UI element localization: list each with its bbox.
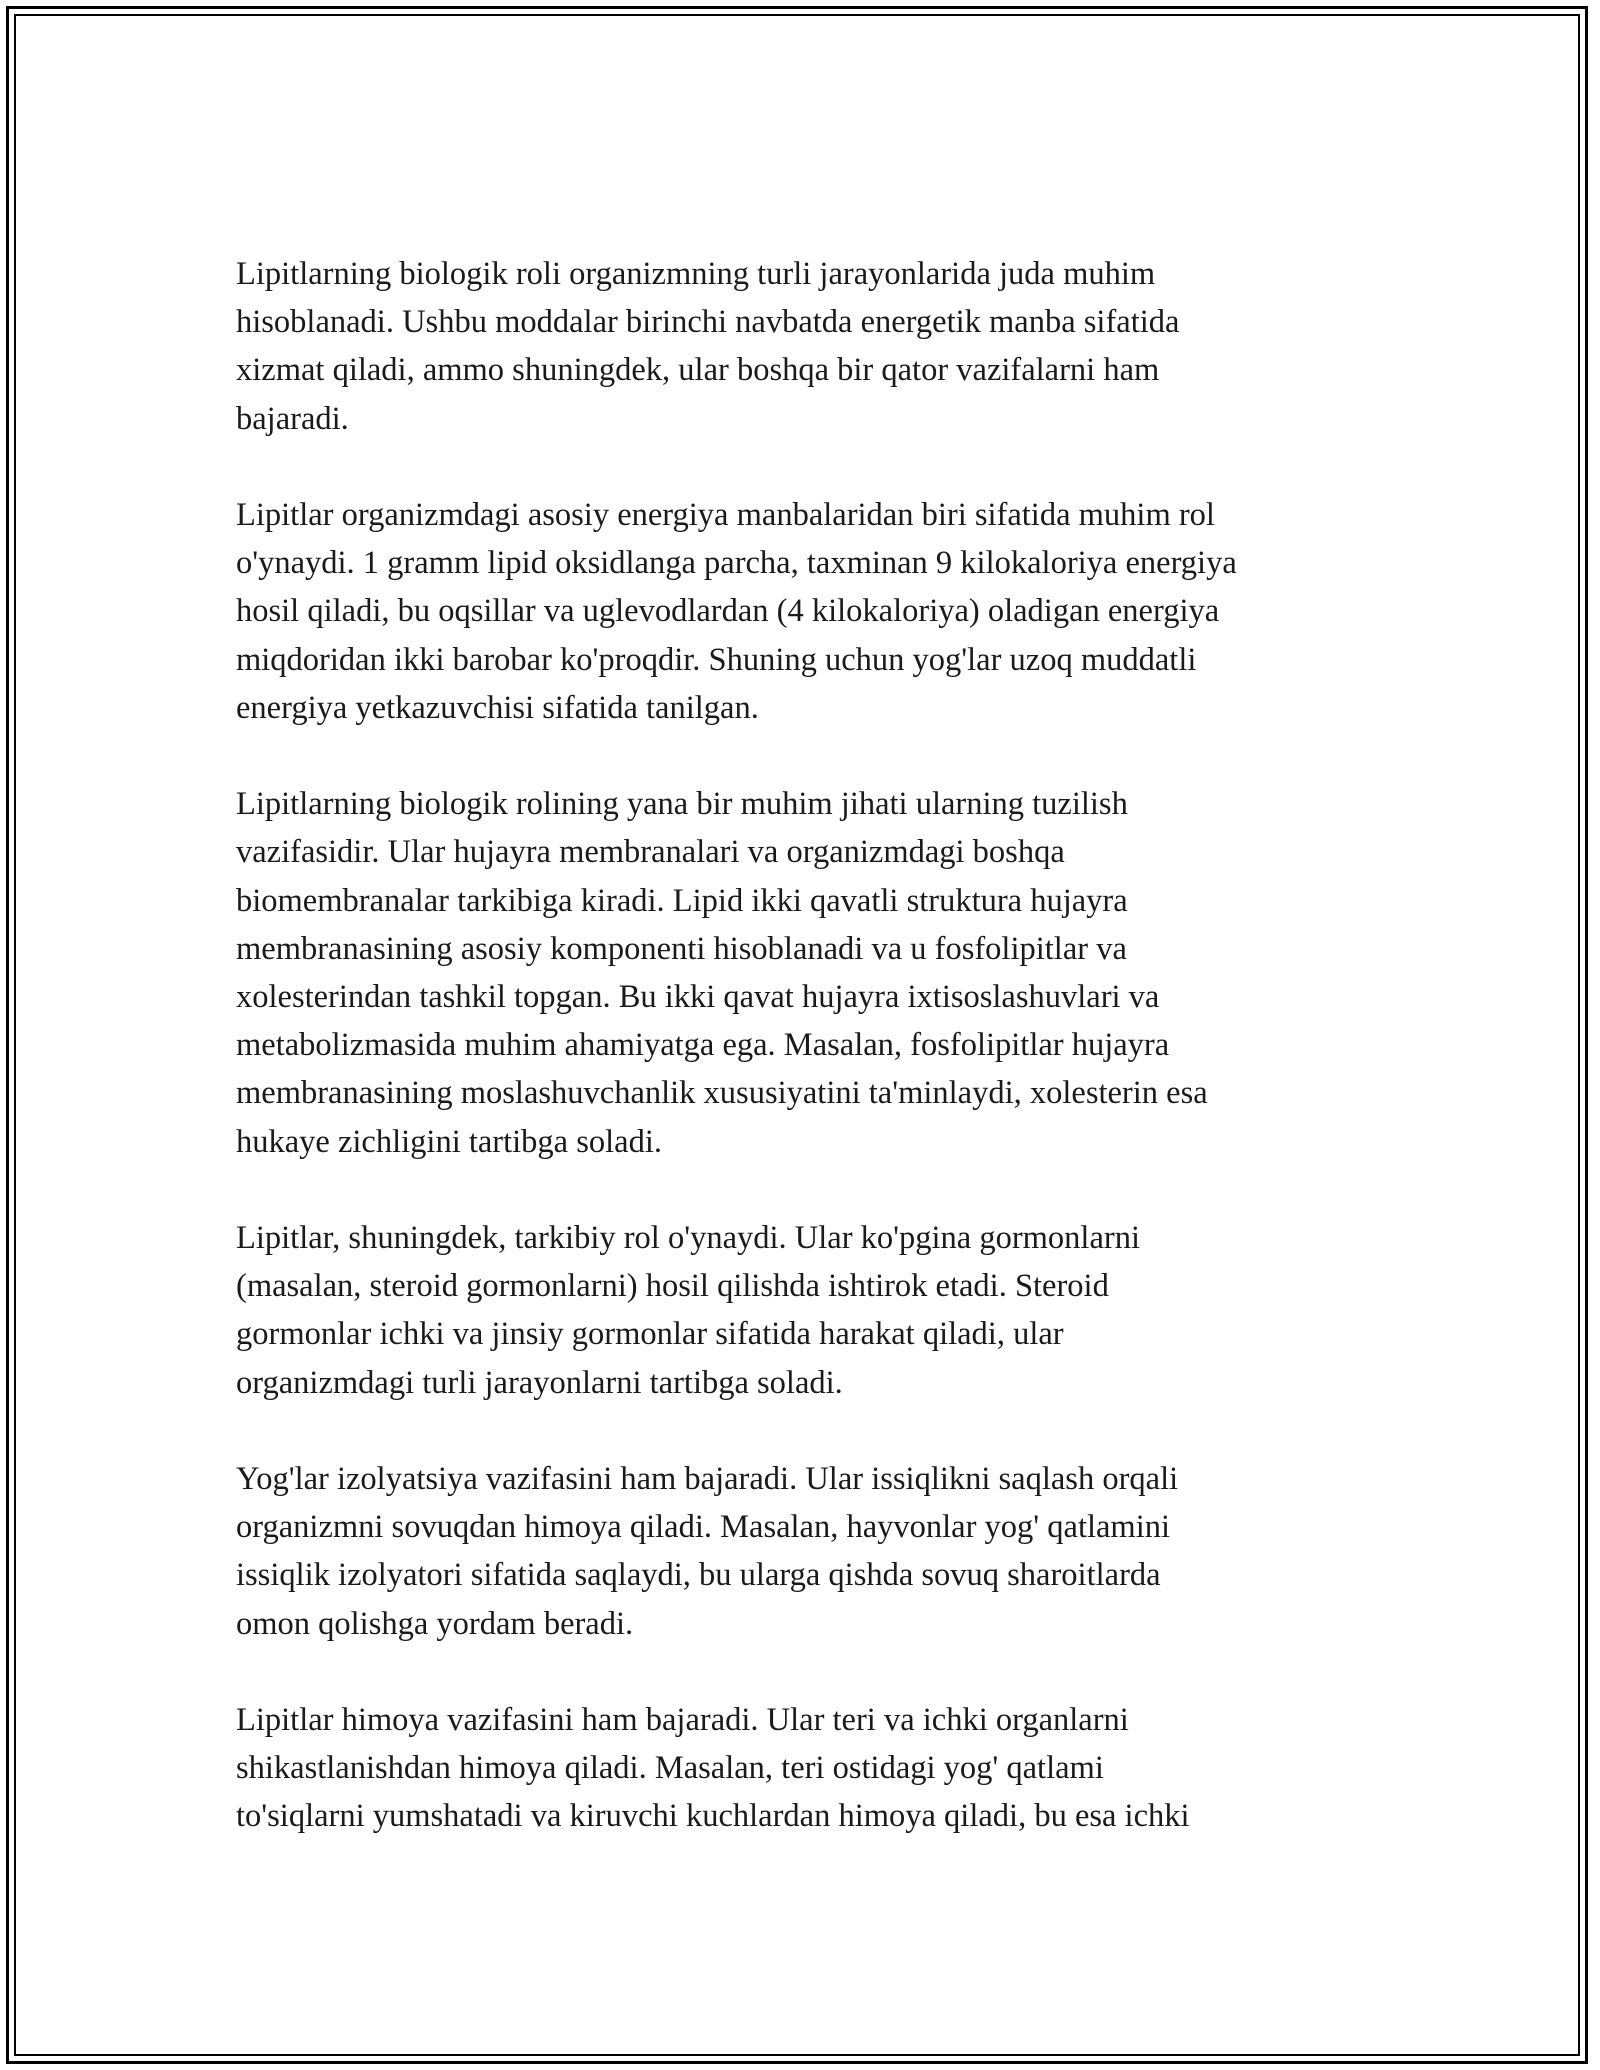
text-line: Lipitlar himoya vazifasini ham bajaradi. Ular teri va ichki organlarni [236,1702,1129,1739]
text-line: to'siqlarni yumshatadi va kiruvchi kuchlardan himoya qiladi, bu esa ichki [236,1798,1190,1835]
text-line: membranasining moslashuvchanlik xususiyatini ta'minlaydi, xolesterin esa [236,1075,1208,1112]
text-line: Yog'lar izolyatsiya vazifasini ham bajaradi. Ular issiqlikni saqlash orqali [236,1461,1179,1498]
text-line: vazifasidir. Ular hujayra membranalari va organizmdagi boshqa [236,834,1065,871]
text-line: xizmat qiladi, ammo shuningdek, ular boshqa bir qator vazifalarni ham [236,352,1160,389]
text-line: biomembranalar tarkibiga kiradi. Lipid ikki qavatli struktura hujayra [236,882,1128,919]
text-line: Lipitlarning biologik rolining yana bir muhim jihati ularning tuzilish [236,786,1128,823]
text-line: omon qolishga yordam beradi. [236,1605,634,1642]
paragraph-4 [236,1214,1386,1407]
text-line: bajaradi. [236,400,349,437]
paragraph-1 [236,250,1386,443]
text-line: metabolizmasida muhim ahamiyatga ega. Masalan, fosfolipitlar hujayra [236,1027,1170,1064]
document-body [236,250,1386,1889]
text-line: (masalan, steroid gormonlarni) hosil qilishda ishtirok etadi. Steroid [236,1268,1109,1305]
text-line: hukaye zichligini tartibga soladi. [236,1123,662,1160]
paragraph-2 [236,491,1386,732]
text-line: hisoblanadi. Ushbu moddalar birinchi navbatda energetik manba sifatida [236,304,1180,341]
text-line: issiqlik izolyatori sifatida saqlaydi, bu ularga qishda sovuq sharoitlarda [236,1557,1161,1594]
text-line: organizmdagi turli jarayonlarni tartibga soladi. [236,1364,843,1401]
text-line: o'ynaydi. 1 gramm lipid oksidlanga parcha, taxminan 9 kilokaloriya energiya [236,545,1237,582]
text-line: membranasining asosiy komponenti hisoblanadi va u fosfolipitlar va [236,930,1127,967]
paragraph-3 [236,780,1386,1166]
text-line: Lipitlar, shuningdek, tarkibiy rol o'ynaydi. Ular ko'pgina gormonlarni [236,1220,1140,1257]
text-line: hosil qiladi, bu oqsillar va uglevodlardan (4 kilokaloriya) oladigan energiya [236,593,1220,630]
text-line: Lipitlarning biologik roli organizmning turli jarayonlarida juda muhim [236,256,1156,292]
paragraph-6 [236,1696,1386,1841]
text-line: organizmni sovuqdan himoya qiladi. Masalan, hayvonlar yog' qatlamini [236,1509,1171,1546]
text-line: energiya yetkazuvchisi sifatida tanilgan. [236,689,759,726]
text-line: gormonlar ichki va jinsiy gormonlar sifatida harakat qiladi, ular [236,1316,1064,1353]
text-line: Lipitlar organizmdagi asosiy energiya manbalaridan biri sifatida muhim rol [236,497,1215,533]
paragraph-5 [236,1455,1386,1648]
text-line: shikastlanishdan himoya qiladi. Masalan, teri ostidagi yog' qatlami [236,1750,1104,1787]
text-line: miqdoridan ikki barobar ko'proqdir. Shuning uchun yog'lar uzoq muddatli [236,641,1197,678]
text-line: xolesterindan tashkil topgan. Bu ikki qavat hujayra ixtisoslashuvlari va [236,979,1160,1016]
